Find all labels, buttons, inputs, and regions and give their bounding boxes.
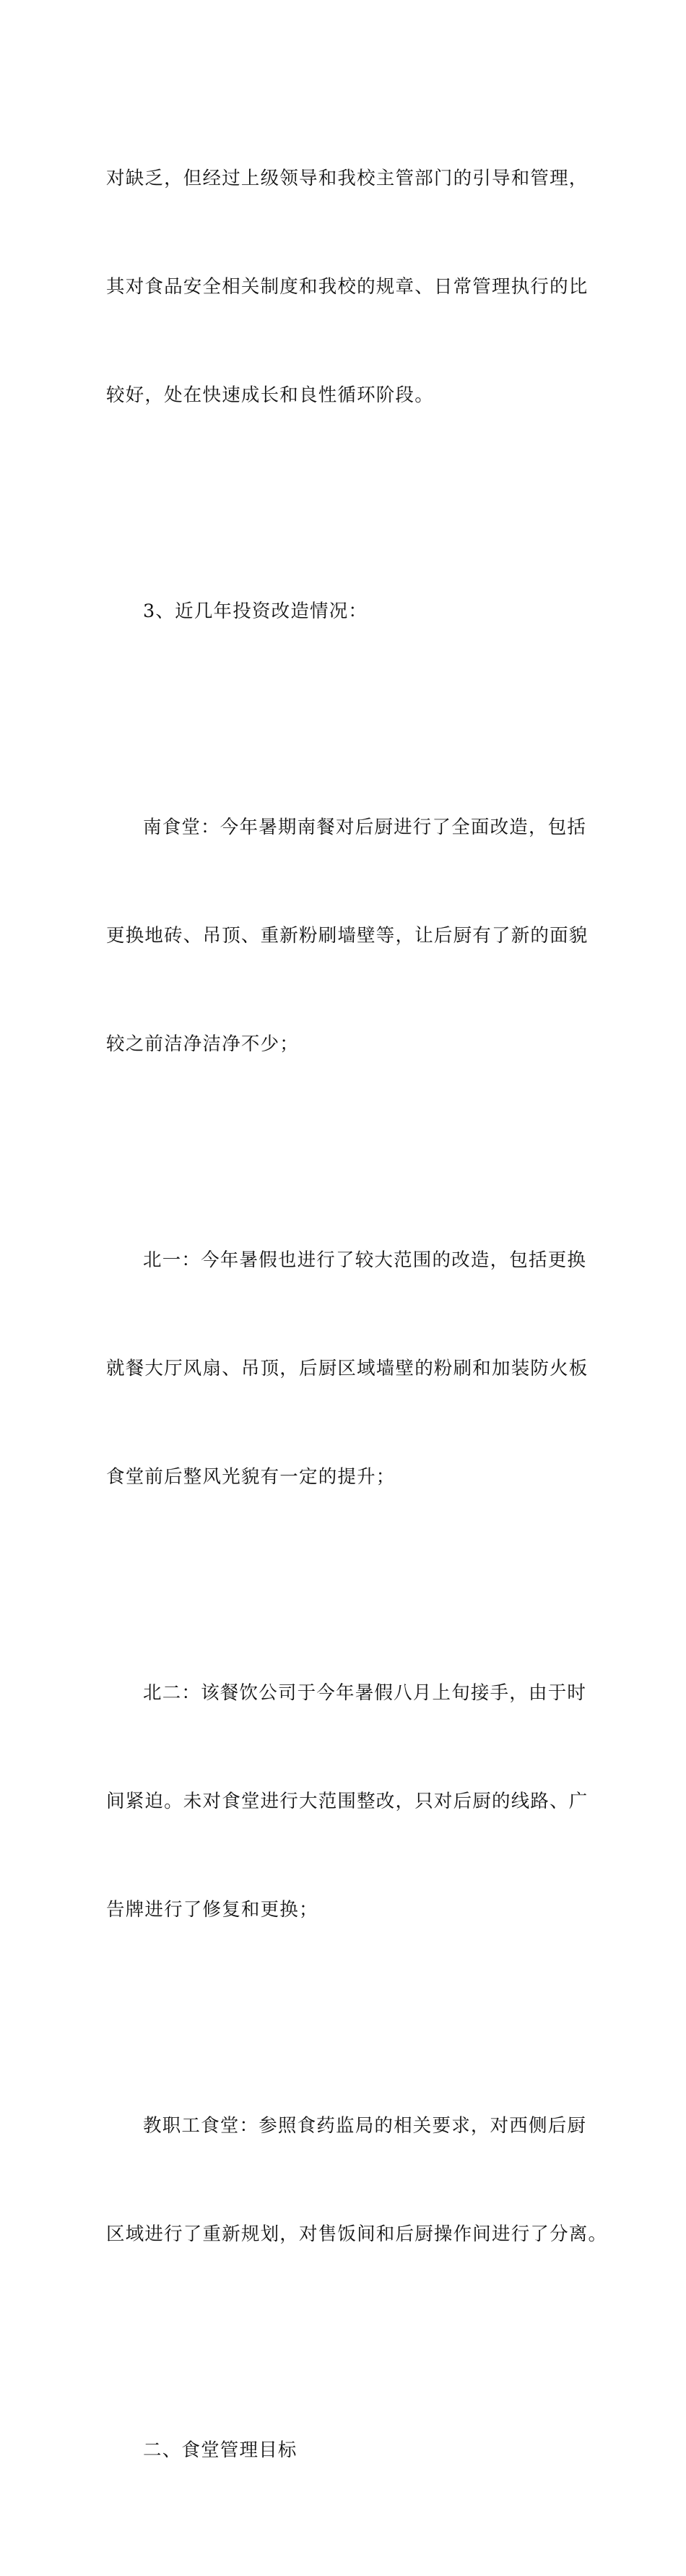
text-line: 3、近几年投资改造情况： [143,600,368,622]
text-line: 其对食品安全相关制度和我校的规章、日常管理执行的比 [106,276,589,298]
paragraph-north-two [106,1603,589,2000]
text-line: 食堂前后整风光貌有一定的提升； [106,1466,396,1488]
paragraph-south-canteen [106,737,589,1134]
paragraph-north-one [106,1170,589,1567]
text-line: 较好，处在快速成长和良性循环阶段。 [106,384,434,406]
text-line: 间紧迫。未对食堂进行大范围整改，只对后厨的线路、广 [106,1791,589,1812]
text-line: 更换地砖、吊顶、重新粉刷墙壁等，让后厨有了新的面貌 [106,925,589,947]
paragraph-staff-canteen [106,2036,608,2325]
text-line: 二、食堂管理目标 [143,2439,298,2461]
text-line: 告牌进行了修复和更换； [106,1899,318,1921]
text-line: 北一：今年暑假也进行了较大范围的改造，包括更换 [143,1249,587,1271]
paragraph-continuation [106,88,589,486]
text-line: 就餐大厅风扇、吊顶，后厨区域墙壁的粉刷和加装防火板 [106,1358,589,1379]
document-body [106,88,608,2576]
text-line: 南食堂：今年暑期南餐对后厨进行了全面改造，包括 [143,817,587,838]
text-line: 教职工食堂：参照食药监局的相关要求，对西侧后厨 [143,2115,587,2137]
text-line: 区域进行了重新规划，对售饭间和后厨操作间进行了分离。 [106,2223,608,2245]
text-line: 北二：该餐饮公司于今年暑假八月上旬接手，由于时 [143,1682,587,1704]
section-heading-management-goals [106,2360,584,2541]
text-line: 对缺乏，但经过上级领导和我校主管部门的引导和管理， [106,168,589,189]
text-line: 较之前洁净洁净不少； [106,1033,300,1055]
section-heading-investment [106,521,584,702]
